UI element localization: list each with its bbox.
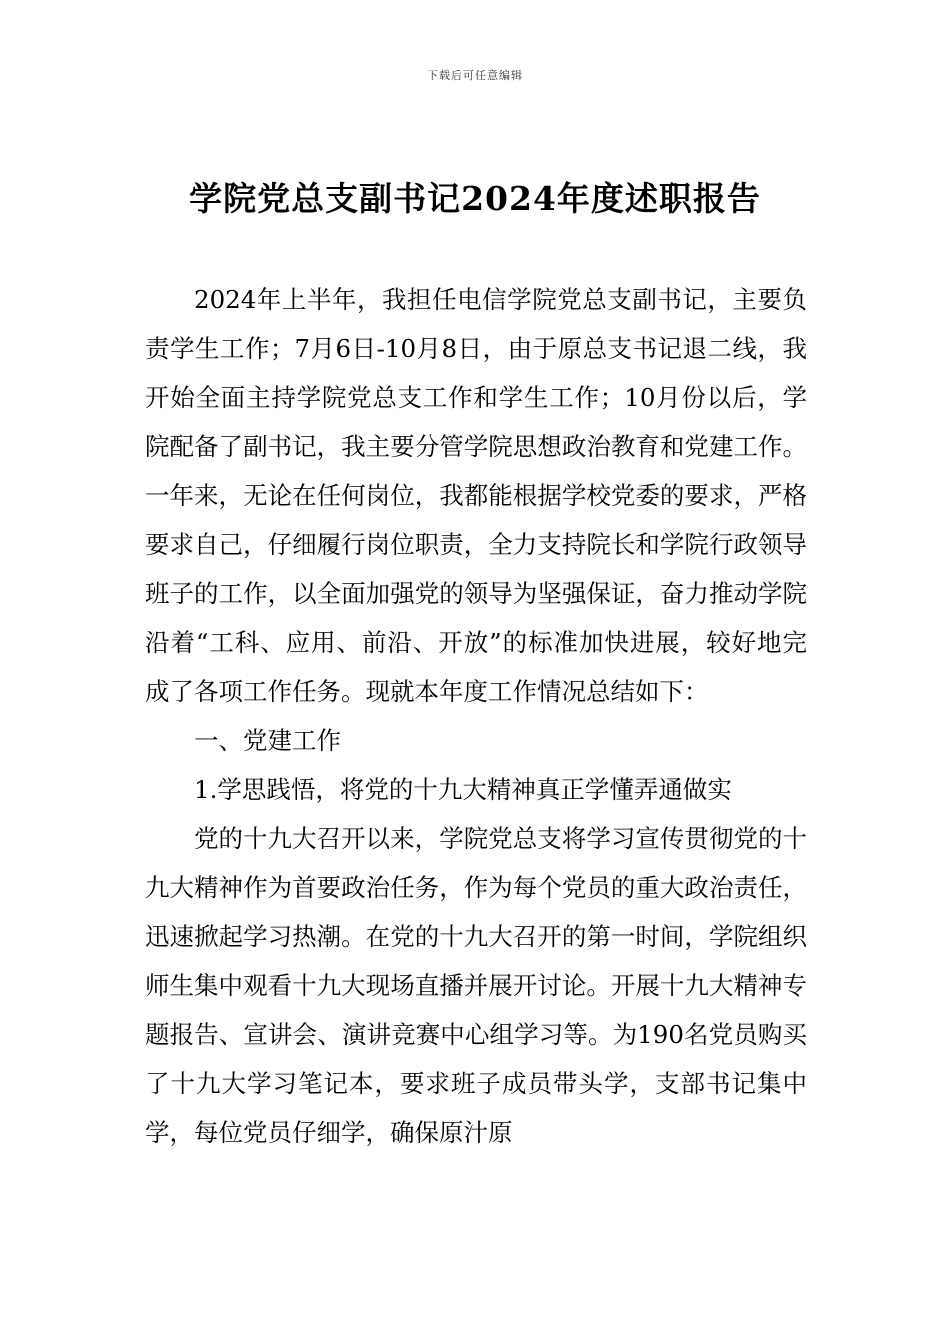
document-title: 学院党总支副书记2024年度述职报告 — [189, 179, 761, 218]
header-note: 下载后可任意编辑 — [427, 69, 523, 82]
paragraph-study-details: 党的十九大召开以来，学院党总支将学习宣传贯彻党的十九大精神作为首要政治任务，作为每个党员的重大政治责任，迅速掀起学习热潮。在党的十九大召开的第一时间，学院组织师生集中观看十九大现场直播并展开讨论。开展十九大精神专题报告、宣讲会、演讲竞赛中心组学习等。为190名党员购买了十九大学习笔记本，要求班子成员带头学，支部书记集中学，每位党员仔细学，确保原汁原 — [145, 824, 807, 1147]
document-body — [145, 275, 807, 1157]
section-heading-party-building: 一、党建工作 — [194, 726, 341, 755]
subsection-heading-study: 1.学思践悟，将党的十九大精神真正学懂弄通做实 — [194, 775, 732, 804]
paragraph-intro: 2024年上半年，我担任电信学院党总支副书记，主要负责学生工作；7月6日-10月8日，由于原总支书记退二线，我开始全面主持学院党总支工作和学生工作；10月份以后，学院配备了副书记，我主要分管学院思想政治教育和党建工作。一年来，无论在任何岗位，我都能根据学校党委的要求，严格要求自己，仔细履行岗位职责，全力支持院长和学院行政领导班子的工作，以全面加强党的领导为坚强保证，奋力推动学院沿着“工科、应用、前沿、开放”的标准加快进展，较好地完成了各项工作任务。现就本年度工作情况总结如下： — [145, 285, 807, 706]
